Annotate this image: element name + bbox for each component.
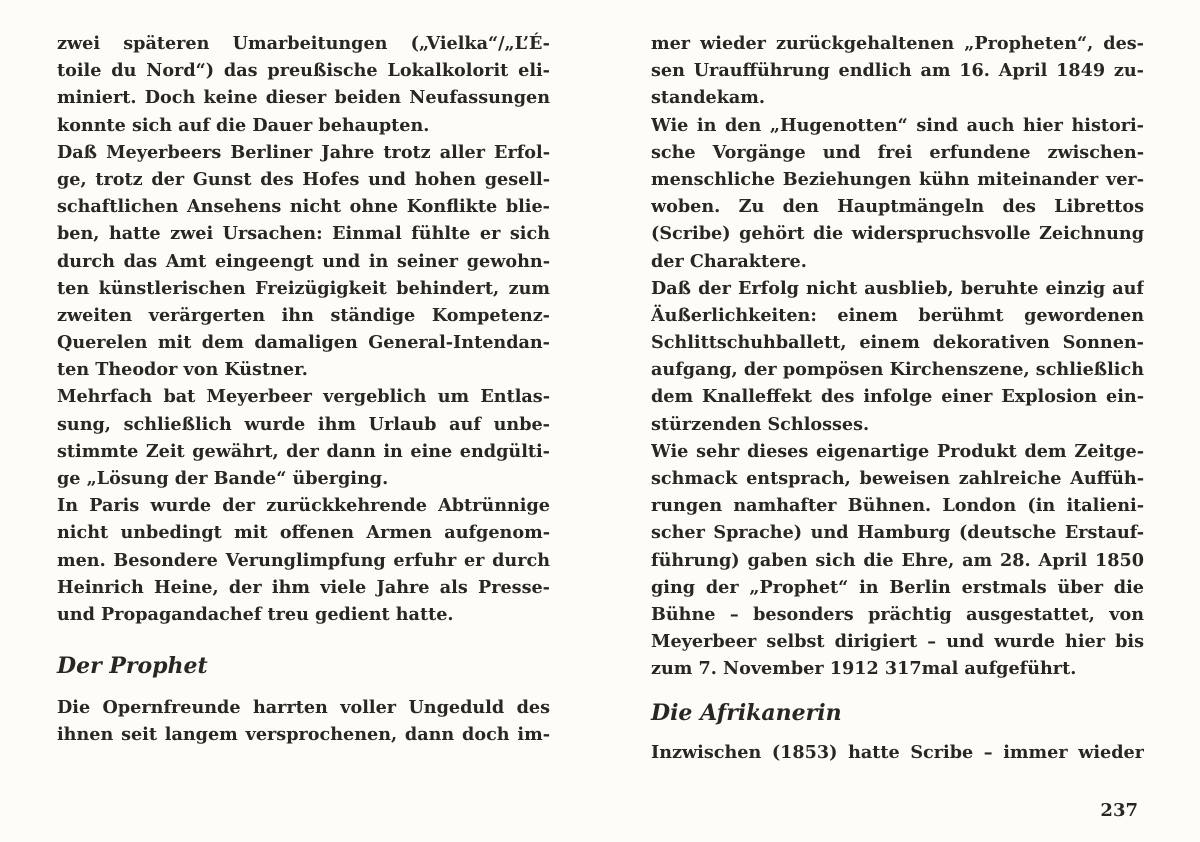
text-line: rungen namhafter Bühnen. London (in italieni- xyxy=(651,495,1144,517)
left-column xyxy=(57,30,550,749)
text-line: aufgang, der pompösen Kirchenszene, schließlich xyxy=(651,359,1144,381)
text-line: schmack entsprach, beweisen zahlreiche Auffüh- xyxy=(651,468,1144,489)
text-line: Querelen mit dem damaligen General-Intendan- xyxy=(57,332,550,354)
text-line: zwei späteren Umarbeitungen („Vielka“/„L’É- xyxy=(57,33,550,54)
text-line: sche Vorgänge und frei erfundene zwischen- xyxy=(651,141,1144,163)
text-line: zweiten verärgerten ihn ständige Kompetenz- xyxy=(57,304,550,326)
text-line: Daß Meyerbeers Berliner Jahre trotz aller Erfol- xyxy=(57,141,550,163)
text-line: schaftlichen Ansehens nicht ohne Konflikte blie- xyxy=(57,196,550,218)
paragraph xyxy=(651,112,1144,275)
text-line: ten künstlerischen Freizügigkeit behindert, zum xyxy=(57,277,550,299)
text-line: Daß der Erfolg nicht ausblieb, beruhte einzig auf xyxy=(651,277,1144,299)
text-line: ge „Lösung der Bande“ überging. xyxy=(57,468,389,489)
text-line: Heinrich Heine, der ihm viele Jahre als Presse- xyxy=(57,576,550,598)
text-line: konnte sich auf die Dauer behaupten. xyxy=(57,114,430,136)
text-line: durch das Amt eingeengt und in seiner gewohn- xyxy=(57,250,550,272)
text-line: ging der „Prophet“ in Berlin erstmals über die xyxy=(651,576,1144,598)
page-number: 237 xyxy=(1100,800,1138,821)
section-heading: Die Afrikanerin xyxy=(651,699,842,726)
paragraph xyxy=(57,383,550,492)
text-line: (Scribe) gehört die widerspruchsvolle Zeichnung xyxy=(651,223,1144,245)
paragraph xyxy=(651,30,1144,112)
text-line: Schlittschuhballett, einem dekorativen Sonnen- xyxy=(651,332,1144,354)
text-line: ge, trotz der Gunst des Hofes und hohen gesell- xyxy=(57,168,550,190)
text-line: zum 7. November 1912 317mal aufgeführt. xyxy=(651,658,1077,680)
paragraph xyxy=(651,275,1144,438)
text-line: mer wieder zurückgehaltenen „Propheten“, des- xyxy=(651,33,1144,54)
text-line: toile du Nord“) das preußische Lokalkolorit eli- xyxy=(57,60,550,82)
text-line: führung) gaben sich die Ehre, am 28. April 1850 xyxy=(651,549,1144,571)
text-line: sung, schließlich wurde ihm Urlaub auf unbe- xyxy=(57,413,550,435)
paragraph xyxy=(57,492,550,628)
text-line: und Propagandachef treu gedient hatte. xyxy=(57,603,454,625)
text-line: Bühne – besonders prächtig ausgestattet, von xyxy=(651,603,1144,625)
text-line: der Charaktere. xyxy=(651,250,807,272)
paragraph xyxy=(651,739,1144,766)
text-line: Äußerlichkeiten: einem berühmt gewordenen xyxy=(651,304,1144,326)
text-line: Wie in den „Hugenotten“ sind auch hier histori- xyxy=(651,114,1144,136)
text-line: Inzwischen (1853) hatte Scribe – immer wieder xyxy=(651,741,1144,763)
right-column xyxy=(651,30,1144,766)
text-line: Die Opernfreunde harrten voller Ungeduld des xyxy=(57,697,550,719)
text-line: stürzenden Schlosses. xyxy=(651,413,870,435)
text-line: Mehrfach bat Meyerbeer vergeblich um Entlas- xyxy=(57,386,550,408)
paragraph xyxy=(57,694,550,748)
text-line: standekam. xyxy=(651,87,766,109)
text-line: Wie sehr dieses eigenartige Produkt dem Zeitge- xyxy=(651,440,1144,462)
text-line: nicht unbedingt mit offenen Armen aufgenom- xyxy=(57,522,550,544)
text-line: ten Theodor von Küstner. xyxy=(57,359,308,381)
paragraph xyxy=(57,30,550,139)
paragraph xyxy=(651,438,1144,683)
text-line: menschliche Beziehungen kühn miteinander ver- xyxy=(651,168,1144,190)
text-line: In Paris wurde der zurückkehrende Abtrünnige xyxy=(57,495,550,517)
text-line: sen Uraufführung endlich am 16. April 1849 zu- xyxy=(651,60,1144,82)
text-line: men. Besondere Verunglimpfung erfuhr er durch xyxy=(57,549,550,571)
section-heading: Der Prophet xyxy=(57,653,208,680)
text-line: scher Sprache) und Hamburg (deutsche Erstauf- xyxy=(651,522,1144,544)
text-line: stimmte Zeit gewährt, der dann in eine endgülti- xyxy=(57,440,550,462)
text-line: ben, hatte zwei Ursachen: Einmal fühlte er sich xyxy=(57,223,550,245)
text-line: dem Knalleffekt des infolge einer Explosion ein- xyxy=(651,386,1144,408)
text-line: ihnen seit langem versprochenen, dann doch im- xyxy=(57,724,550,746)
text-line: Meyerbeer selbst dirigiert – und wurde hier bis xyxy=(651,631,1144,653)
text-line: miniert. Doch keine dieser beiden Neufassungen xyxy=(57,87,550,109)
text-line: woben. Zu den Hauptmängeln des Librettos xyxy=(651,196,1144,218)
paragraph xyxy=(57,139,550,384)
